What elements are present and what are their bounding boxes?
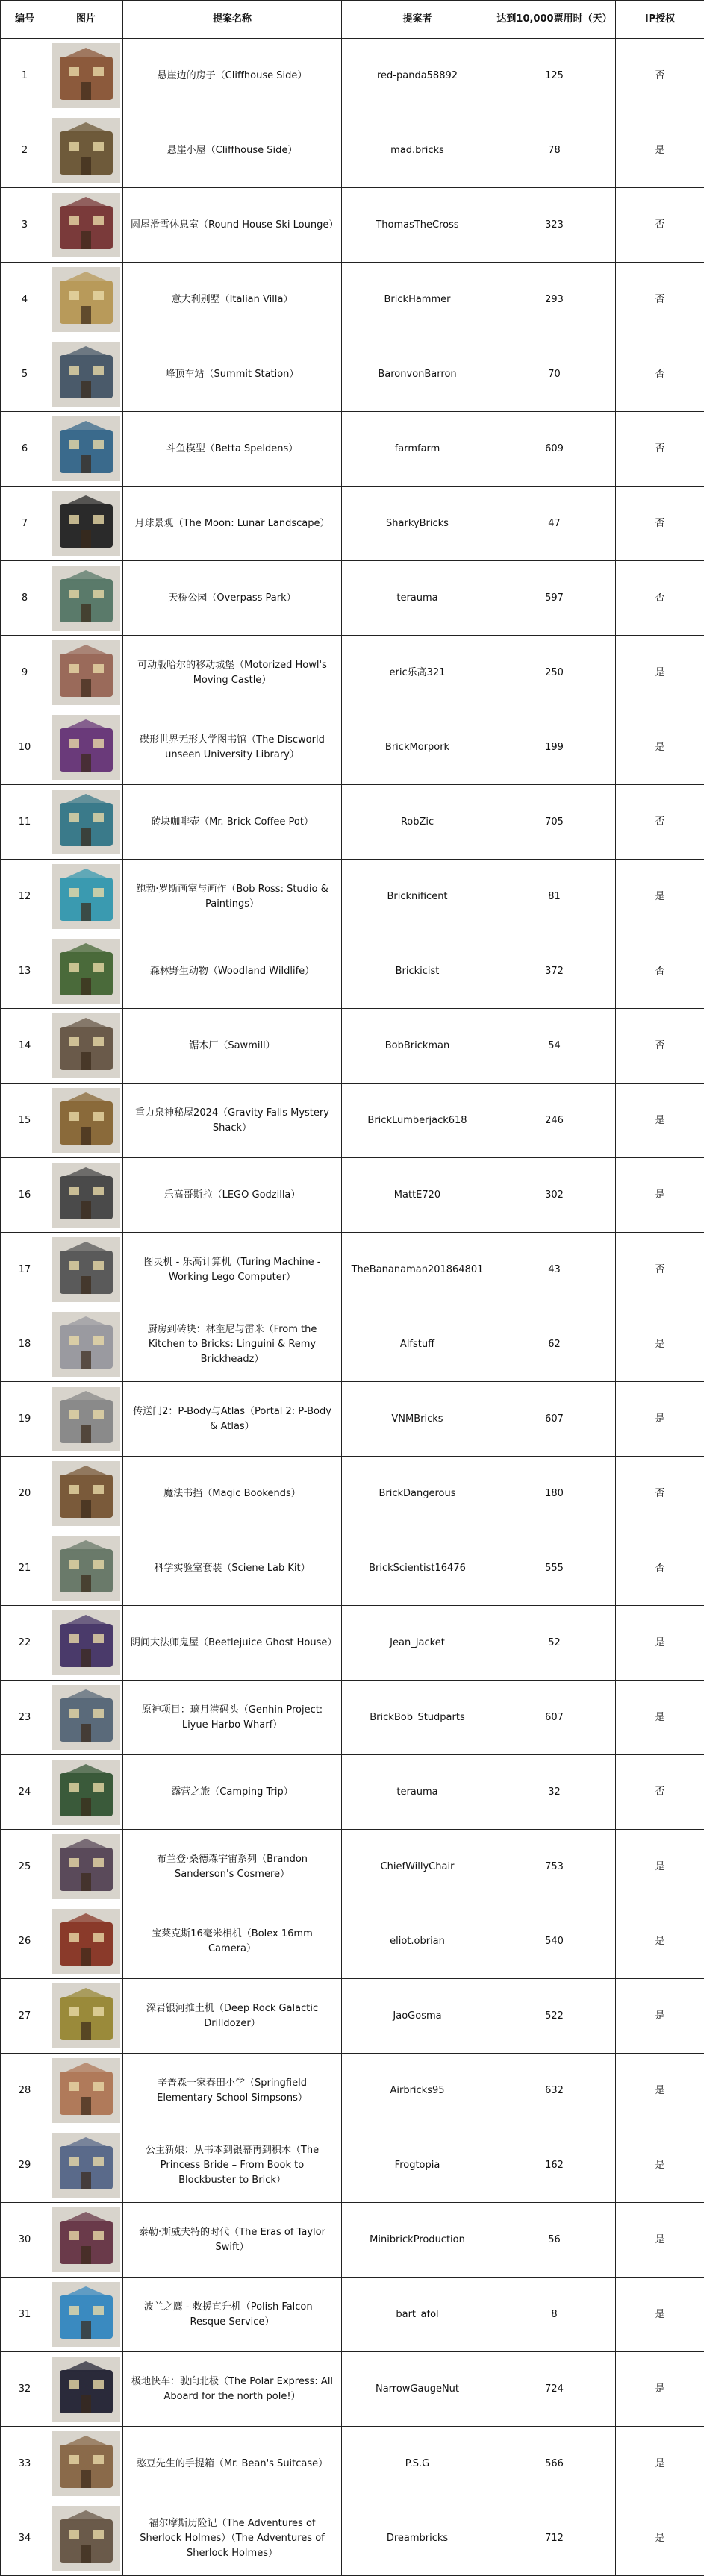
cell-no: 4 (1, 263, 49, 337)
cell-no: 29 (1, 2128, 49, 2203)
cell-days: 607 (493, 1382, 616, 1457)
cell-name: 砖块咖啡壶（Mr. Brick Coffee Pot） (123, 785, 342, 860)
cell-image (49, 2128, 123, 2203)
table-row (1, 1009, 704, 1084)
cell-image (49, 2054, 123, 2128)
cell-image (49, 1755, 123, 1830)
cell-no: 5 (1, 337, 49, 412)
cell-image (49, 1979, 123, 2054)
cell-ip: 否 (616, 1457, 704, 1531)
model-photo-icon (52, 640, 120, 705)
cell-days: 293 (493, 263, 616, 337)
cell-image (49, 39, 123, 113)
cell-days: 323 (493, 188, 616, 263)
table-row (1, 561, 704, 636)
cell-days: 246 (493, 1084, 616, 1158)
cell-proposer: terauma (342, 561, 493, 636)
cell-proposer: BrickMorpork (342, 710, 493, 785)
cell-no: 12 (1, 860, 49, 934)
table-row (1, 1979, 704, 2054)
cell-image (49, 188, 123, 263)
cell-ip: 否 (616, 412, 704, 487)
cell-proposer: P.S.G (342, 2427, 493, 2501)
cell-image (49, 860, 123, 934)
cell-proposer: eliot.obrian (342, 1904, 493, 1979)
table-row (1, 1158, 704, 1233)
table-row (1, 1681, 704, 1755)
cell-no: 17 (1, 1233, 49, 1307)
cell-proposer: MinibrickProduction (342, 2203, 493, 2278)
cell-ip: 是 (616, 2501, 704, 2576)
cell-proposer: Airbricks95 (342, 2054, 493, 2128)
cell-days: 54 (493, 1009, 616, 1084)
cell-ip: 是 (616, 1382, 704, 1457)
cell-days: 81 (493, 860, 616, 934)
table-row (1, 188, 704, 263)
model-photo-icon (52, 2282, 120, 2347)
cell-ip: 否 (616, 1009, 704, 1084)
cell-proposer: Bricknificent (342, 860, 493, 934)
cell-ip: 否 (616, 561, 704, 636)
cell-no: 15 (1, 1084, 49, 1158)
cell-days: 302 (493, 1158, 616, 1233)
model-photo-icon (52, 1760, 120, 1825)
cell-no: 11 (1, 785, 49, 860)
cell-no: 25 (1, 1830, 49, 1904)
cell-proposer: Alfstuff (342, 1307, 493, 1382)
cell-image (49, 1009, 123, 1084)
cell-days: 705 (493, 785, 616, 860)
cell-image (49, 561, 123, 636)
cell-ip: 是 (616, 1084, 704, 1158)
cell-proposer: BrickLumberjack618 (342, 1084, 493, 1158)
cell-days: 522 (493, 1979, 616, 2054)
cell-no: 6 (1, 412, 49, 487)
cell-image (49, 1307, 123, 1382)
model-photo-icon (52, 566, 120, 631)
cell-ip: 是 (616, 2054, 704, 2128)
cell-proposer: Frogtopia (342, 2128, 493, 2203)
table-body (1, 39, 704, 2576)
cell-ip: 否 (616, 337, 704, 412)
model-photo-icon (52, 2058, 120, 2123)
cell-proposer: Dreambricks (342, 2501, 493, 2576)
cell-days: 632 (493, 2054, 616, 2128)
model-photo-icon (52, 715, 120, 780)
cell-no: 21 (1, 1531, 49, 1606)
cell-name: 辛普森一家春田小学（Springfield Elementary School Simpsons） (123, 2054, 342, 2128)
cell-ip: 是 (616, 1904, 704, 1979)
cell-days: 712 (493, 2501, 616, 2576)
cell-name: 憨豆先生的手提箱（Mr. Bean's Suitcase） (123, 2427, 342, 2501)
cell-name: 宝莱克斯16毫米相机（Bolex 16mm Camera） (123, 1904, 342, 1979)
cell-ip: 是 (616, 1979, 704, 2054)
cell-no: 33 (1, 2427, 49, 2501)
model-photo-icon (52, 2207, 120, 2272)
cell-name: 可动版哈尔的移动城堡（Motorized Howl's Moving Castle） (123, 636, 342, 710)
cell-image (49, 263, 123, 337)
cell-ip: 否 (616, 1531, 704, 1606)
header-ip: IP授权 (616, 1, 704, 39)
cell-days: 56 (493, 2203, 616, 2278)
table-row (1, 1382, 704, 1457)
cell-image (49, 412, 123, 487)
cell-days: 52 (493, 1606, 616, 1681)
cell-name: 图灵机 - 乐高计算机（Turing Machine - Working Lego Computer） (123, 1233, 342, 1307)
model-photo-icon (52, 1983, 120, 2048)
cell-name: 魔法书挡（Magic Bookends） (123, 1457, 342, 1531)
cell-ip: 否 (616, 934, 704, 1009)
cell-proposer: BrickDangerous (342, 1457, 493, 1531)
cell-name: 原神项目：璃月港码头（Genhin Project: Liyue Harbo Wharf） (123, 1681, 342, 1755)
cell-no: 19 (1, 1382, 49, 1457)
cell-name: 锯木厂（Sawmill） (123, 1009, 342, 1084)
table-row (1, 2128, 704, 2203)
model-photo-icon (52, 1610, 120, 1675)
cell-proposer: BrickScientist16476 (342, 1531, 493, 1606)
cell-no: 23 (1, 1681, 49, 1755)
cell-ip: 是 (616, 2352, 704, 2427)
table-row (1, 113, 704, 188)
cell-ip: 否 (616, 785, 704, 860)
cell-name: 碟形世界无形大学图书馆（The Discworld unseen University Library） (123, 710, 342, 785)
cell-image (49, 2427, 123, 2501)
model-photo-icon (52, 1163, 120, 1228)
model-photo-icon (52, 2506, 120, 2571)
cell-proposer: red-panda58892 (342, 39, 493, 113)
cell-name: 悬崖小屋（Cliffhouse Side） (123, 113, 342, 188)
table-row (1, 487, 704, 561)
cell-name: 圆屋滑雪休息室（Round House Ski Lounge） (123, 188, 342, 263)
cell-ip: 是 (616, 113, 704, 188)
cell-no: 34 (1, 2501, 49, 2576)
cell-ip: 是 (616, 710, 704, 785)
cell-name: 公主新娘：从书本到银幕再到积木（The Princess Bride – From Book to Blockbuster to Brick） (123, 2128, 342, 2203)
model-photo-icon (52, 1237, 120, 1302)
cell-no: 26 (1, 1904, 49, 1979)
cell-image (49, 2278, 123, 2352)
cell-name: 天桥公园（Overpass Park） (123, 561, 342, 636)
cell-proposer: Brickicist (342, 934, 493, 1009)
cell-days: 753 (493, 1830, 616, 1904)
cell-ip: 否 (616, 487, 704, 561)
table-row (1, 2203, 704, 2278)
table-row (1, 1307, 704, 1382)
cell-image (49, 1233, 123, 1307)
cell-ip: 是 (616, 1606, 704, 1681)
model-photo-icon (52, 1013, 120, 1078)
cell-no: 14 (1, 1009, 49, 1084)
header-name: 提案名称 (123, 1, 342, 39)
cell-ip: 否 (616, 188, 704, 263)
cell-days: 62 (493, 1307, 616, 1382)
cell-name: 峰顶车站（Summit Station） (123, 337, 342, 412)
cell-ip: 是 (616, 1158, 704, 1233)
model-photo-icon (52, 1834, 120, 1899)
cell-no: 27 (1, 1979, 49, 2054)
table-row (1, 2054, 704, 2128)
cell-image (49, 2352, 123, 2427)
cell-proposer: ThomasTheCross (342, 188, 493, 263)
cell-proposer: VNMBricks (342, 1382, 493, 1457)
table-header-row (1, 1, 704, 39)
cell-no: 9 (1, 636, 49, 710)
cell-image (49, 1904, 123, 1979)
cell-image (49, 636, 123, 710)
cell-no: 24 (1, 1755, 49, 1830)
cell-name: 科学实验室套装（Sciene Lab Kit） (123, 1531, 342, 1606)
cell-name: 森林野生动物（Woodland Wildlife） (123, 934, 342, 1009)
cell-ip: 是 (616, 2278, 704, 2352)
table-row (1, 710, 704, 785)
cell-ip: 是 (616, 1307, 704, 1382)
cell-name: 布兰登·桑德森宇宙系列（Brandon Sanderson's Cosmere） (123, 1830, 342, 1904)
cell-name: 泰勒·斯威夫特的时代（The Eras of Taylor Swift） (123, 2203, 342, 2278)
table-row (1, 1233, 704, 1307)
model-photo-icon (52, 1461, 120, 1526)
cell-no: 3 (1, 188, 49, 263)
cell-image (49, 113, 123, 188)
cell-name: 阴间大法师鬼屋（Beetlejuice Ghost House） (123, 1606, 342, 1681)
table-row (1, 1830, 704, 1904)
model-photo-icon (52, 1312, 120, 1377)
cell-no: 1 (1, 39, 49, 113)
cell-no: 7 (1, 487, 49, 561)
table-row (1, 934, 704, 1009)
model-photo-icon (52, 790, 120, 854)
model-photo-icon (52, 939, 120, 1004)
cell-proposer: terauma (342, 1755, 493, 1830)
cell-name: 悬崖边的房子（Cliffhouse Side） (123, 39, 342, 113)
cell-image (49, 1084, 123, 1158)
cell-image (49, 2501, 123, 2576)
cell-no: 32 (1, 2352, 49, 2427)
cell-image (49, 337, 123, 412)
cell-no: 22 (1, 1606, 49, 1681)
cell-no: 20 (1, 1457, 49, 1531)
cell-days: 32 (493, 1755, 616, 1830)
model-photo-icon (52, 491, 120, 556)
table-row (1, 1084, 704, 1158)
table-row (1, 2427, 704, 2501)
cell-name: 斗鱼模型（Betta Speldens） (123, 412, 342, 487)
cell-image (49, 2203, 123, 2278)
cell-image (49, 487, 123, 561)
table-row (1, 2352, 704, 2427)
model-photo-icon (52, 1088, 120, 1153)
cell-proposer: JaoGosma (342, 1979, 493, 2054)
cell-image (49, 1531, 123, 1606)
cell-no: 31 (1, 2278, 49, 2352)
cell-name: 深岩银河推土机（Deep Rock Galactic Drilldozer） (123, 1979, 342, 2054)
model-photo-icon (52, 267, 120, 332)
model-photo-icon (52, 2431, 120, 2496)
cell-no: 8 (1, 561, 49, 636)
table-row (1, 1531, 704, 1606)
table-row (1, 337, 704, 412)
cell-days: 8 (493, 2278, 616, 2352)
cell-proposer: BaronvonBarron (342, 337, 493, 412)
cell-name: 极地快车：驶向北极（The Polar Express: All Aboard for the north pole!） (123, 2352, 342, 2427)
cell-days: 47 (493, 487, 616, 561)
cell-days: 724 (493, 2352, 616, 2427)
model-photo-icon (52, 2357, 120, 2422)
cell-image (49, 1681, 123, 1755)
cell-days: 372 (493, 934, 616, 1009)
cell-no: 18 (1, 1307, 49, 1382)
cell-ip: 否 (616, 39, 704, 113)
header-proposer: 提案者 (342, 1, 493, 39)
table-row (1, 785, 704, 860)
header-no: 编号 (1, 1, 49, 39)
cell-days: 162 (493, 2128, 616, 2203)
cell-days: 609 (493, 412, 616, 487)
model-photo-icon (52, 342, 120, 407)
table-row (1, 2278, 704, 2352)
cell-proposer: NarrowGaugeNut (342, 2352, 493, 2427)
cell-no: 16 (1, 1158, 49, 1233)
header-days: 达到10,000票用时（天） (493, 1, 616, 39)
cell-ip: 是 (616, 860, 704, 934)
cell-proposer: SharkyBricks (342, 487, 493, 561)
model-photo-icon (52, 118, 120, 183)
cell-days: 540 (493, 1904, 616, 1979)
table-row (1, 1904, 704, 1979)
model-photo-icon (52, 1685, 120, 1750)
table-row (1, 636, 704, 710)
cell-proposer: Jean_Jacket (342, 1606, 493, 1681)
model-photo-icon (52, 416, 120, 481)
cell-image (49, 1457, 123, 1531)
model-photo-icon (52, 2133, 120, 2198)
model-photo-icon (52, 1909, 120, 1974)
cell-days: 607 (493, 1681, 616, 1755)
table-row (1, 1606, 704, 1681)
cell-ip: 是 (616, 2203, 704, 2278)
table-row (1, 412, 704, 487)
cell-days: 199 (493, 710, 616, 785)
cell-no: 2 (1, 113, 49, 188)
cell-proposer: TheBananaman201864801 (342, 1233, 493, 1307)
cell-days: 125 (493, 39, 616, 113)
cell-proposer: ChiefWillyChair (342, 1830, 493, 1904)
cell-image (49, 1830, 123, 1904)
cell-proposer: BrickHammer (342, 263, 493, 337)
model-photo-icon (52, 1387, 120, 1451)
cell-image (49, 710, 123, 785)
cell-no: 28 (1, 2054, 49, 2128)
cell-days: 597 (493, 561, 616, 636)
cell-days: 78 (493, 113, 616, 188)
cell-name: 重力泉神秘屋2024（Gravity Falls Mystery Shack） (123, 1084, 342, 1158)
cell-name: 鲍勃·罗斯画室与画作（Bob Ross: Studio & Paintings） (123, 860, 342, 934)
cell-proposer: BrickBob_Studparts (342, 1681, 493, 1755)
cell-name: 福尔摩斯历险记（The Adventures of Sherlock Holmes）（The Adventures of Sherlock Holmes） (123, 2501, 342, 2576)
cell-no: 13 (1, 934, 49, 1009)
cell-ip: 否 (616, 1755, 704, 1830)
cell-ip: 是 (616, 2128, 704, 2203)
cell-name: 月球景观（The Moon: Lunar Landscape） (123, 487, 342, 561)
cell-days: 180 (493, 1457, 616, 1531)
cell-name: 厨房到砖块：林奎尼与雷米（From the Kitchen to Bricks: Linguini & Remy Brickheadz） (123, 1307, 342, 1382)
cell-proposer: farmfarm (342, 412, 493, 487)
cell-days: 70 (493, 337, 616, 412)
table-row (1, 1755, 704, 1830)
cell-no: 30 (1, 2203, 49, 2278)
cell-ip: 是 (616, 636, 704, 710)
cell-no: 10 (1, 710, 49, 785)
cell-ip: 否 (616, 1233, 704, 1307)
cell-image (49, 1606, 123, 1681)
cell-image (49, 785, 123, 860)
cell-proposer: BobBrickman (342, 1009, 493, 1084)
table-row (1, 860, 704, 934)
cell-proposer: RobZic (342, 785, 493, 860)
cell-days: 43 (493, 1233, 616, 1307)
cell-days: 555 (493, 1531, 616, 1606)
cell-ip: 是 (616, 1830, 704, 1904)
cell-proposer: mad.bricks (342, 113, 493, 188)
cell-name: 传送门2：P-Body与Atlas（Portal 2: P-Body & Atlas） (123, 1382, 342, 1457)
cell-proposer: MattE720 (342, 1158, 493, 1233)
cell-proposer: bart_afol (342, 2278, 493, 2352)
table-row (1, 39, 704, 113)
cell-days: 250 (493, 636, 616, 710)
cell-ip: 是 (616, 2427, 704, 2501)
header-image: 图片 (49, 1, 123, 39)
cell-image (49, 1382, 123, 1457)
table-row (1, 2501, 704, 2576)
table-row (1, 263, 704, 337)
cell-ip: 是 (616, 1681, 704, 1755)
model-photo-icon (52, 864, 120, 929)
cell-name: 乐高哥斯拉（LEGO Godzilla） (123, 1158, 342, 1233)
cell-image (49, 934, 123, 1009)
cell-name: 露营之旅（Camping Trip） (123, 1755, 342, 1830)
cell-ip: 否 (616, 263, 704, 337)
table-row (1, 1457, 704, 1531)
cell-image (49, 1158, 123, 1233)
model-photo-icon (52, 1536, 120, 1601)
cell-name: 意大利别墅（Italian Villa） (123, 263, 342, 337)
cell-name: 波兰之鹰 - 救援直升机（Polish Falcon – Resque Service） (123, 2278, 342, 2352)
cell-days: 566 (493, 2427, 616, 2501)
model-photo-icon (52, 193, 120, 257)
cell-proposer: eric乐高321 (342, 636, 493, 710)
model-photo-icon (52, 43, 120, 108)
